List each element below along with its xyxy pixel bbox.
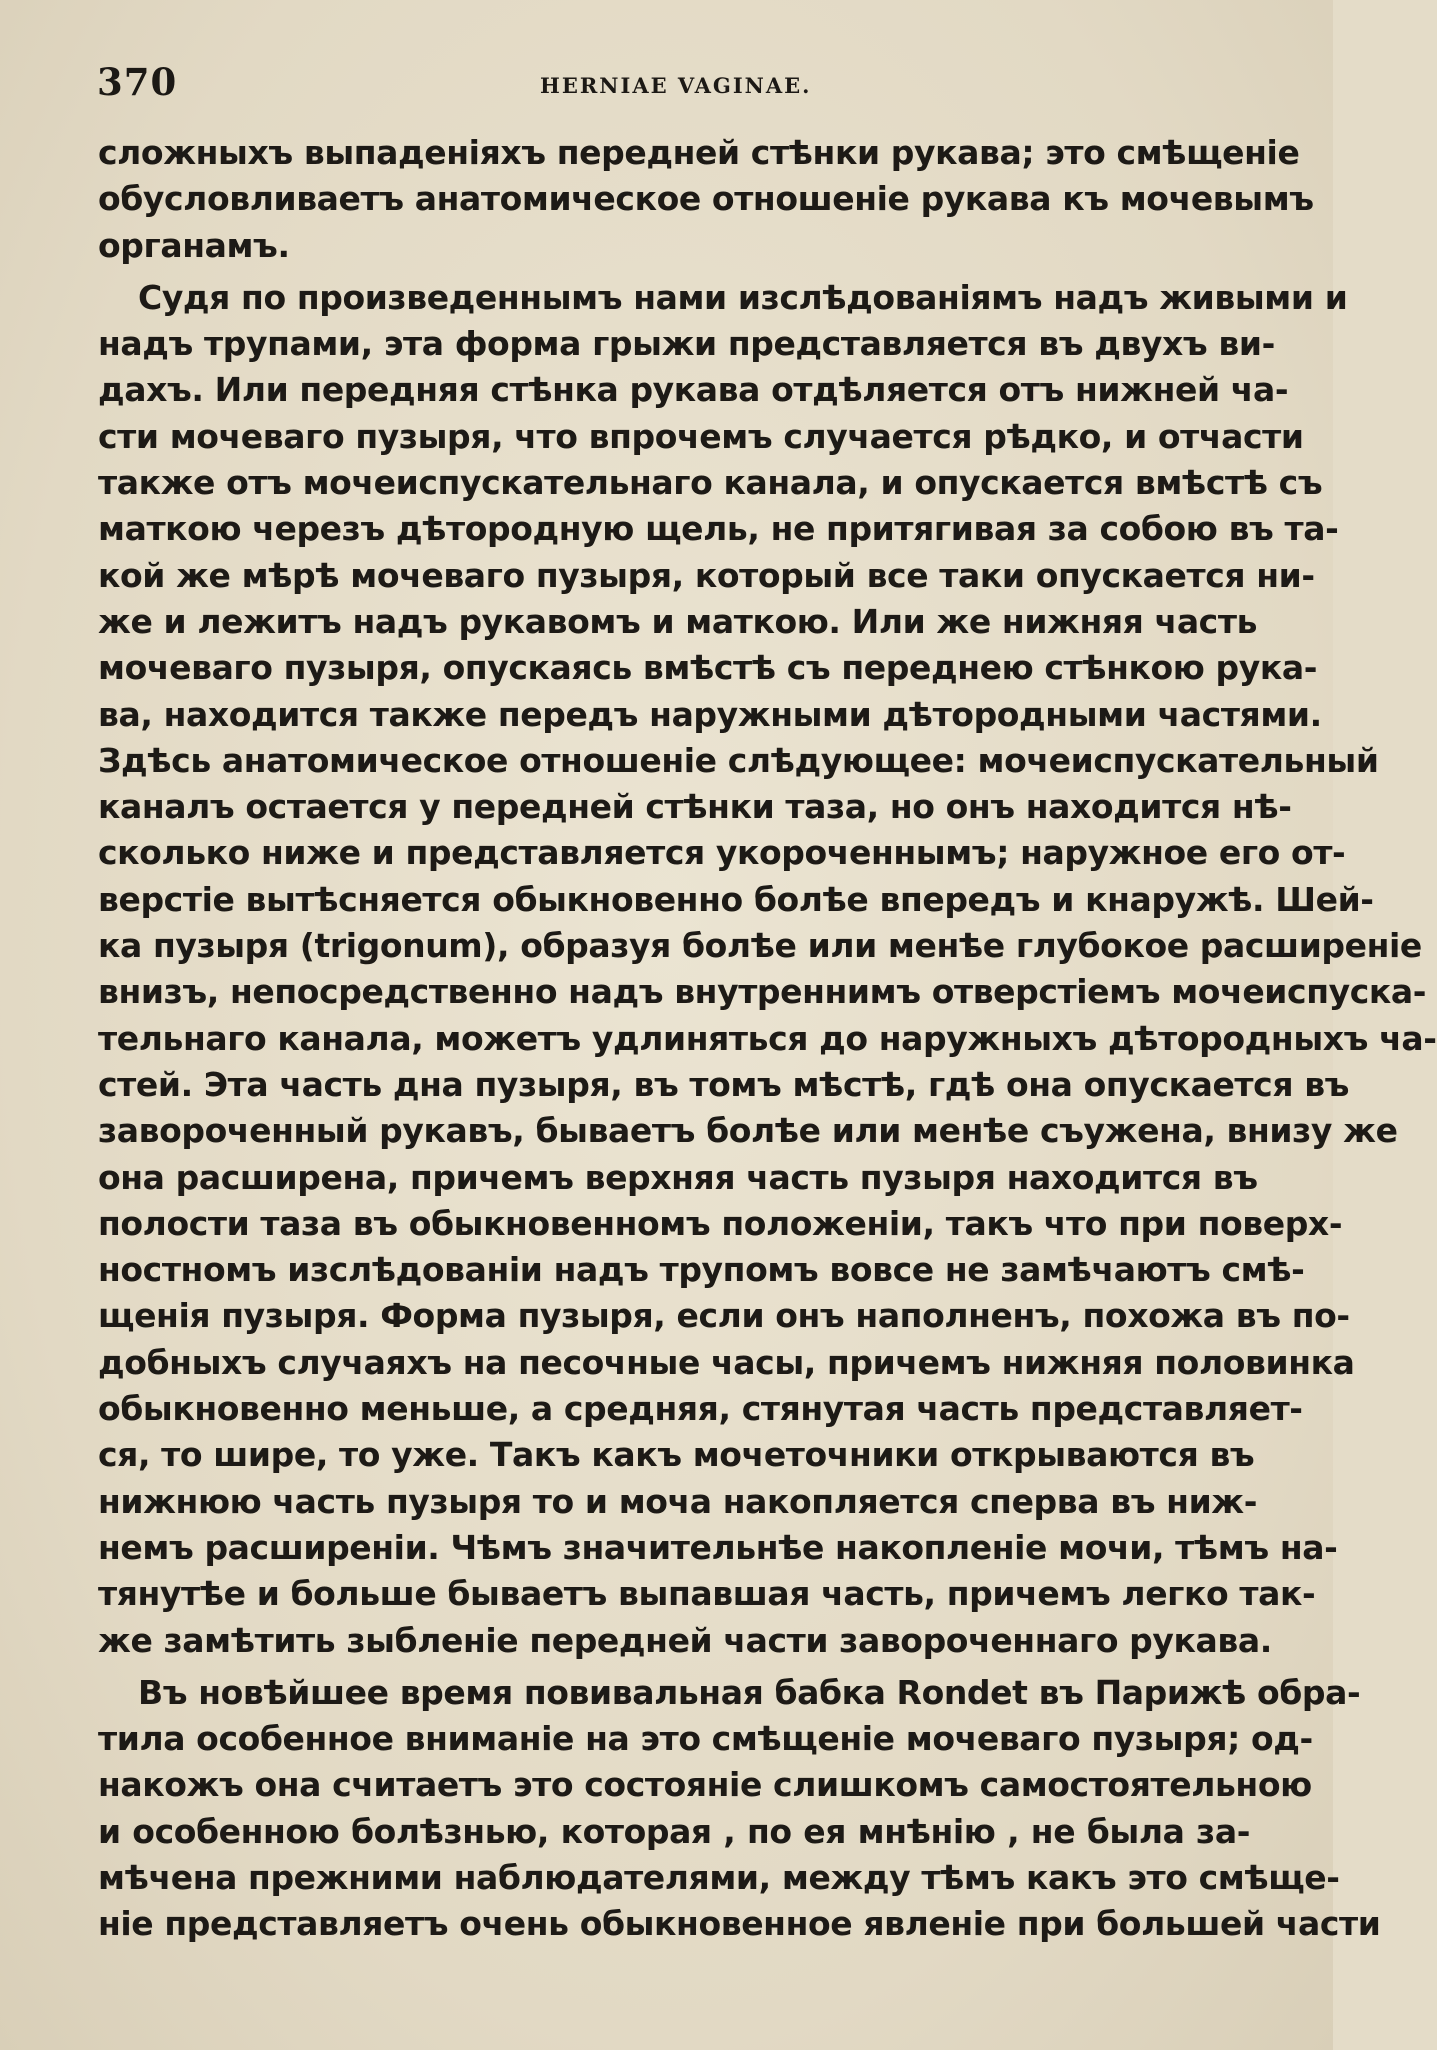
text-line: тельнаго канала, можетъ удлиняться до наружныхъ дѣтородныхъ ча- (98, 1018, 1437, 1058)
text-line: дахъ. Или передняя стѣнка рукава отдѣляется отъ нижней ча- (98, 370, 1289, 410)
text-line: тянутѣе и больше бываетъ выпавшая часть, причемъ легко так- (98, 1574, 1316, 1614)
text-line: и особенною болѣзнью, которая , по ея мнѣнiю , не была за- (98, 1811, 1250, 1851)
text-line: обыкновенно меньше, а средняя, стянутая часть представляет- (98, 1389, 1303, 1429)
text-line: нижнюю часть пузыря то и моча накопляется сперва въ ниж- (98, 1481, 1258, 1521)
page-number: 370 (97, 60, 178, 104)
text-line: органамъ. (98, 225, 290, 265)
text-line: верстiе вытѣсняется обыкновенно болѣе впередъ и кнаружѣ. Шей- (98, 879, 1374, 919)
running-title: HERNIAE VAGINAE. (540, 73, 812, 98)
paragraph (98, 130, 1314, 269)
text-line: ся, то шире, то уже. Такъ какъ мочеточники открываются въ (98, 1435, 1255, 1475)
text-line: сложныхъ выпаденiяхъ передней стѣнки рукава; это смѣщенiе (98, 133, 1300, 172)
body-text (98, 130, 1437, 1948)
text-line: кой же мѣрѣ мочеваго пузыря, который все таки опускается ни- (98, 555, 1315, 595)
text-line: ва, находится также передъ наружными дѣтородными частями. (98, 694, 1322, 734)
paragraph (98, 275, 1437, 1664)
text-line: завороченный рукавъ, бываетъ болѣе или менѣе съужена, внизу же (98, 1111, 1398, 1151)
text-line: маткою черезъ дѣтородную щель, не притягивая за собою въ та- (98, 509, 1339, 549)
text-line: добныхъ случаяхъ на песочные часы, причемъ нижняя половинка (98, 1342, 1355, 1382)
text-line: же и лежитъ надъ рукавомъ и маткою. Или же нижняя часть (98, 601, 1258, 641)
page-header (97, 60, 1253, 110)
text-line: полости таза въ обыкновенномъ положенiи, такъ что при поверх- (98, 1203, 1343, 1243)
text-line: накожъ она считаетъ это состоянiе слишкомъ самостоятельною (98, 1765, 1312, 1805)
text-line: же замѣтить зыбленiе передней части завороченнаго рукава. (98, 1620, 1272, 1660)
text-line: внизъ, непосредственно надъ внутреннимъ отверстiемъ мочеиспуска- (98, 972, 1427, 1012)
text-line: немъ расширенiи. Чѣмъ значительнѣе накопленiе мочи, тѣмъ на- (98, 1527, 1338, 1567)
text-line: стей. Эта часть дна пузыря, въ томъ мѣстѣ, гдѣ она опускается въ (98, 1064, 1350, 1104)
text-line: тила особенное вниманiе на это смѣщенiе мочеваго пузыря; од- (98, 1719, 1313, 1759)
text-line: каналъ остается у передней стѣнки таза, но онъ находится нѣ- (98, 787, 1292, 827)
text-line: мѣчена прежними наблюдателями, между тѣмъ какъ это смѣще- (98, 1857, 1340, 1897)
paragraph (98, 1670, 1381, 1948)
text-line: сти мочеваго пузыря, что впрочемъ случается рѣдко, и отчасти (98, 416, 1304, 456)
text-line: надъ трупами, эта форма грыжи представляется въ двухъ ви- (98, 324, 1275, 364)
text-line: мочеваго пузыря, опускаясь вмѣстѣ съ переднею стѣнкою рука- (98, 648, 1318, 688)
text-line: щенiя пузыря. Форма пузыря, если онъ наполненъ, похожа въ по- (98, 1296, 1350, 1336)
text-line: она расширена, причемъ верхняя часть пузыря находится въ (98, 1157, 1258, 1197)
text-line: Здѣсь анатомическое отношенiе слѣдующее: мочеиспускательный (98, 740, 1379, 780)
text-line: ностномъ изслѣдованiи надъ трупомъ вовсе не замѣчаютъ смѣ- (98, 1250, 1305, 1290)
text-line: ка пузыря (trigonum), образуя болѣе или менѣе глубокое расширенiе (98, 926, 1422, 966)
text-line: сколько ниже и представляется укороченнымъ; наружное его от- (98, 833, 1346, 873)
text-line: Въ новѣйшее время повивальная бабка Rondet въ Парижѣ обра- (138, 1672, 1361, 1712)
text-line: Судя по произведеннымъ нами изслѣдованiямъ надъ живыми и (138, 277, 1348, 317)
text-line: обусловливаетъ анатомическое отношенiе рукава къ мочевымъ (98, 179, 1314, 219)
text-line: также отъ мочеиспускательнаго канала, и опускается вмѣстѣ съ (98, 463, 1323, 503)
text-line: нiе представляетъ очень обыкновенное явленiе при большей части (98, 1904, 1381, 1944)
